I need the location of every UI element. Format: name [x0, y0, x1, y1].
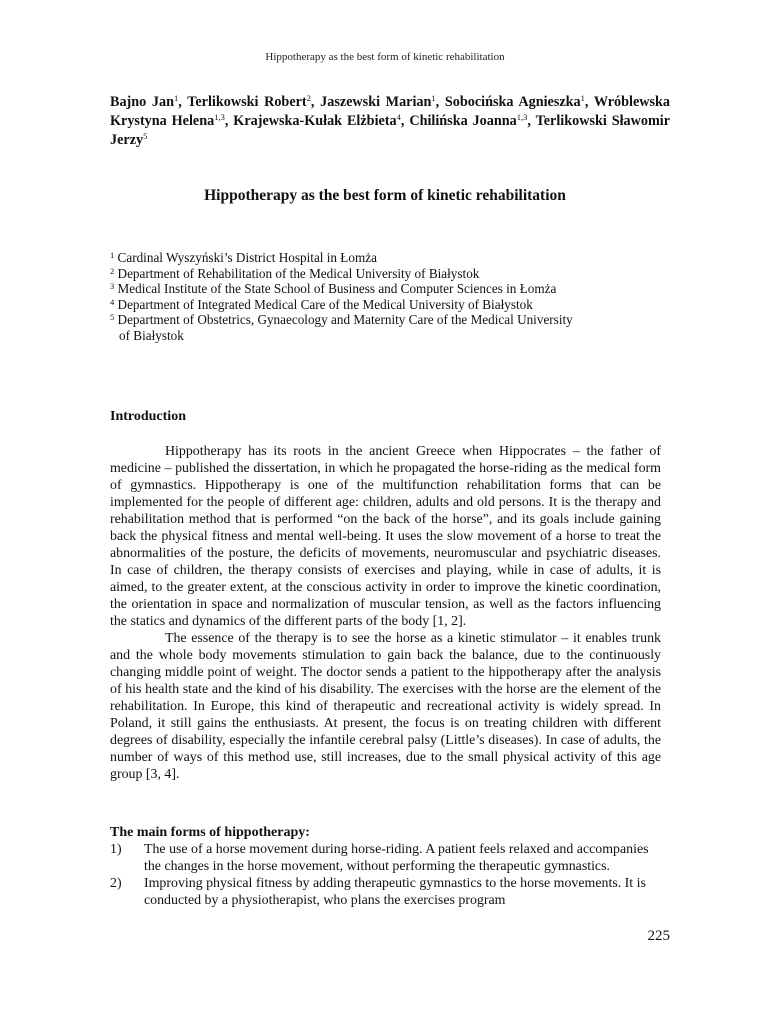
author-affiliation-mark: 1,3 [214, 112, 225, 122]
affiliation-item: $^5$ Department of Obstetrics, Gynaecology and Maternity Care of the Medical University [110, 312, 573, 328]
affiliation-item: $^4$ Department of Integrated Medical Care of the Medical University of Białystok [110, 296, 533, 312]
list-number: 2) [110, 876, 122, 891]
author-name: Wróblewska Krystyna Helena$^{1,3}$, [110, 94, 671, 129]
author-affiliation-mark: 1 [580, 93, 585, 103]
paper-title: Hippotherapy as the best form of kinetic rehabilitation [204, 187, 566, 204]
author-affiliation-mark: 2 [306, 93, 311, 103]
affiliation-continuation: of Białystok [119, 327, 184, 343]
author-affiliation-mark: 5 [143, 131, 148, 141]
list-item [110, 875, 661, 909]
author-name: Terlikowski Robert$^2$, [187, 93, 321, 110]
author-name: Terlikowski Sławomir Jerzy$^5$ [110, 113, 671, 148]
author-name: Chilińska Joanna$^{1,3}$, [409, 112, 536, 129]
affiliation-item: $^2$ Department of Rehabilitation of the Medical University of Białystok [110, 265, 480, 281]
list-text: Improving physical fitness by adding therapeutic gymnastics to the horse movements. It is conducted by a physiotherapist, who plans the exercises program [144, 876, 646, 908]
author-name: Krajewska-Kułak Elżbieta$^4$, [233, 112, 410, 129]
introduction-body [110, 443, 661, 783]
author-name: Jaszewski Marian$^1$, [320, 93, 445, 110]
running-header: Hippotherapy as the best form of kinetic rehabilitation [265, 51, 505, 63]
author-affiliation-mark: 1 [174, 93, 179, 103]
author-name: Sobocińska Agnieszka$^1$, [444, 93, 594, 110]
author-affiliation-mark: 4 [396, 112, 401, 122]
author-affiliation-mark: 1,3 [516, 112, 528, 122]
affiliation-item: $^3$ Medical Institute of the State School of Business and Computer Sciences in Łomża [110, 281, 557, 297]
list-item [110, 841, 661, 875]
list-number: 1) [110, 842, 122, 857]
affiliation-item: $^1$ Cardinal Wyszyński’s District Hospital in Łomża [110, 250, 377, 265]
main-forms-list [110, 841, 661, 909]
author-name: Bajno Jan$^1$, [110, 93, 188, 110]
main-forms-heading: The main forms of hippotherapy: [110, 825, 310, 840]
list-text: The use of a horse movement during horse-riding. A patient feels relaxed and accompanies the changes in the horse movement, without performing the therapeutic gymnastics. [144, 842, 649, 874]
paragraph: The essence of the therapy is to see the horse as a kinetic stimulator – it enables trunk and the whole body movements stimulation to gain back the balance, due to the continuously changing middle point of weight. The doctor sends a patient to the hippotherapy after the analysis of his health state and the kind of his disability. The exercises with the horse are the element of the rehabilitation. In Europe, this kind of therapeutic and recreational activity is widely spread. In Poland, it still gains the enthusiasts. At present, the focus is on treating children with different degrees of disability, especially the infantile cerebral palsy (Little’s diseases). In case of adults, the number of ways of this method use, still increases, due to the small physical activity of this age group [3, 4]. [110, 631, 661, 782]
author-affiliation-mark: 1 [431, 93, 436, 103]
introduction-heading: Introduction [110, 409, 186, 424]
main-forms-section [110, 824, 661, 909]
author-list [110, 93, 670, 150]
paragraph: Hippotherapy has its roots in the ancient Greece when Hippocrates – the father of medicine – published the dissertation, in which he propagated the horse-riding as the medical form of gymnastics. Hippotherapy is one of the multifunction rehabilitation forms that can be implemented for the people of different age: children, adults and old persons. It is the therapy and rehabilitation method that is performed “on the back of the horse”, and its goals include gaining back the physical fitness and mental well-being. It uses the slow movement of a horse to treat the abnormalities of the posture, the deficits of movements, neuromuscular and psychiatric diseases. In case of children, the therapy consists of exercises and playing, while in case of adults, it is aimed, to the greater extent, at the conscious activity in order to improve the kinetic coordination, the orientation in space and normalization of muscular tension, as well as the factors influencing the statics and dynamics of the different parts of the body [1, 2]. [110, 444, 661, 629]
page-number: 225 [647, 928, 670, 944]
affiliation-list [110, 250, 650, 344]
